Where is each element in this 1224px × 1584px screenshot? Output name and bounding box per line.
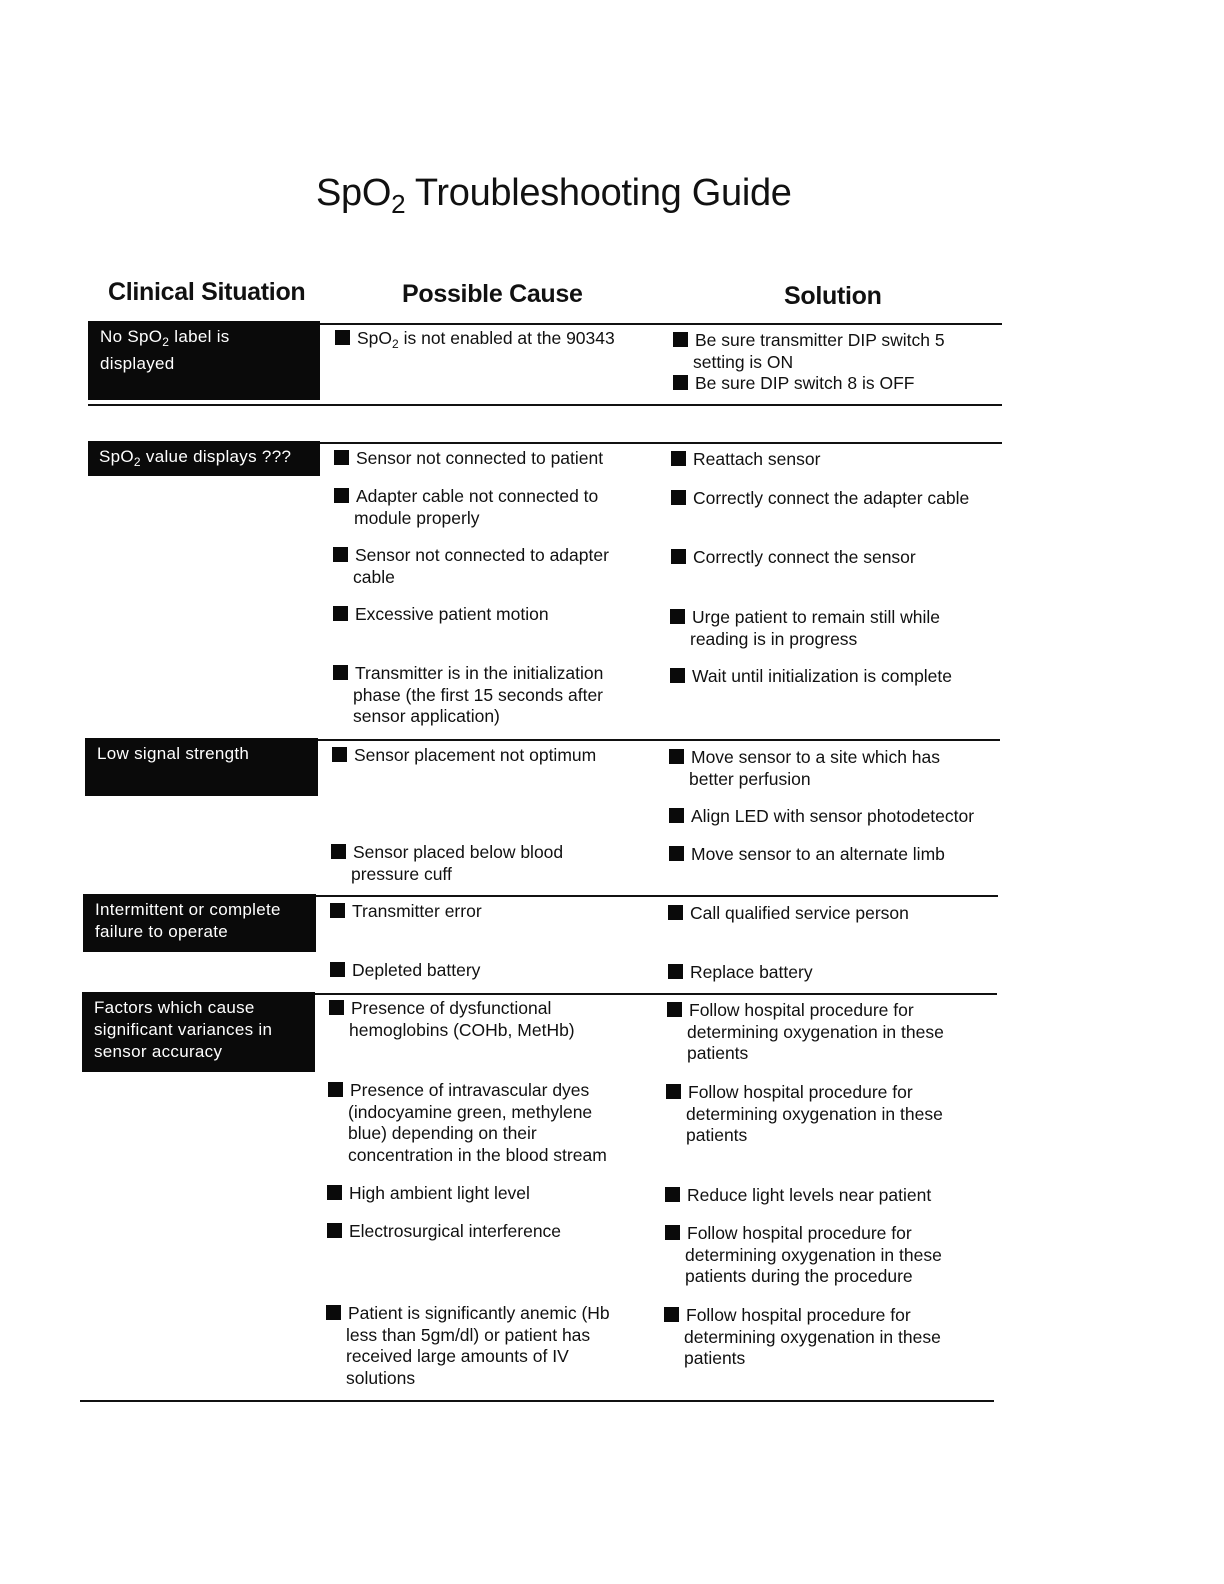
title-rest: Troubleshooting Guide (405, 172, 792, 214)
cause-item (328, 1080, 607, 1166)
solution-item (670, 666, 952, 688)
bullet-icon (326, 1305, 341, 1320)
bullet-icon (669, 846, 684, 861)
solution-line: patients (687, 1043, 749, 1063)
situation-line: Intermittent or complete (95, 900, 281, 919)
solution-line: Follow hospital procedure for (667, 1000, 944, 1022)
cause-line: Sensor placement not optimum (332, 745, 596, 767)
bullet-icon (668, 905, 683, 920)
cause-item (333, 663, 603, 728)
cause-line: (indocyamine green, methylene (348, 1101, 593, 1122)
solution-line: Correctly connect the adapter cable (671, 488, 969, 510)
cause-line: concentration in the blood stream (348, 1144, 607, 1165)
bullet-icon (671, 451, 686, 466)
bullet-icon (671, 549, 686, 564)
situation-no-spo2-label (88, 321, 320, 400)
section-rule (320, 442, 1002, 444)
solution-line: patients (686, 1125, 748, 1145)
cause-line: SpO$_2$ is not enabled at the 90343 (335, 328, 615, 356)
bullet-icon (328, 1082, 343, 1097)
cause-line: Electrosurgical interference (327, 1221, 561, 1243)
bullet-icon (670, 609, 685, 624)
cause-line: Presence of intravascular dyes (328, 1080, 607, 1102)
bullet-icon (329, 1000, 344, 1015)
cause-line: phase (the first 15 seconds after (353, 684, 603, 705)
bullet-icon (669, 749, 684, 764)
bullet-icon (327, 1223, 342, 1238)
page-title (316, 172, 792, 220)
bullet-icon (668, 964, 683, 979)
bullet-icon (331, 844, 346, 859)
solution-line: determining oxygenation in these (684, 1326, 941, 1347)
cause-line: Sensor not connected to adapter (333, 545, 609, 567)
situation-low-signal (85, 738, 318, 796)
bullet-icon (664, 1307, 679, 1322)
solution-line: Correctly connect the sensor (671, 547, 916, 569)
section-rule (318, 739, 1000, 741)
bullet-icon (673, 375, 688, 390)
solution-item (665, 1223, 942, 1288)
solution-line: Be sure DIP switch 8 is OFF (673, 373, 914, 395)
bullet-icon (665, 1225, 680, 1240)
cause-line: pressure cuff (351, 863, 452, 884)
cause-line: received large amounts of IV (346, 1346, 569, 1366)
solution-item (671, 488, 969, 510)
cause-item (326, 1303, 610, 1389)
bullet-icon (335, 330, 350, 345)
solution-line: reading is in progress (690, 628, 858, 649)
cause-line: High ambient light level (327, 1183, 530, 1205)
header-clinical-situation: Clinical Situation (108, 278, 306, 306)
section-rule (320, 323, 1002, 325)
cause-line: module properly (354, 507, 480, 528)
cause-item (331, 842, 563, 885)
situation-line: significant variances in (94, 1020, 273, 1039)
solution-line: Align LED with sensor photodetector (669, 806, 974, 828)
cause-item (327, 1221, 561, 1243)
solution-line: Follow hospital procedure for (664, 1305, 941, 1327)
solution-line: Be sure transmitter DIP switch 5 (673, 330, 945, 352)
cause-line: Presence of dysfunctional (329, 998, 575, 1020)
cause-line: Depleted battery (330, 960, 480, 982)
situation-line: Low signal strength (97, 744, 250, 763)
bullet-icon (671, 490, 686, 505)
solution-line: Follow hospital procedure for (666, 1082, 943, 1104)
solution-item (673, 330, 945, 373)
section-rule (316, 895, 998, 897)
bullet-icon (332, 747, 347, 762)
cause-line: solutions (346, 1367, 416, 1388)
solution-line: Wait until initialization is complete (670, 666, 952, 688)
bullet-icon (333, 665, 348, 680)
situation-accuracy-factors (82, 992, 315, 1072)
solution-item (670, 607, 940, 650)
cause-line: cable (353, 566, 395, 587)
table-bottom-rule (80, 1400, 994, 1402)
cause-item (334, 448, 603, 470)
bullet-icon (669, 808, 684, 823)
situation-line: failure to operate (95, 922, 228, 941)
bullet-icon (330, 962, 345, 977)
solution-line: Move sensor to a site which has (669, 747, 940, 769)
bullet-icon (333, 606, 348, 621)
situation-line: No SpO$_2$ label is (100, 327, 230, 349)
solution-item (664, 1305, 941, 1370)
solution-item (669, 747, 940, 790)
cause-line: hemoglobins (COHb, MetHb) (349, 1019, 575, 1040)
bullet-icon (667, 1002, 682, 1017)
bullet-icon (670, 668, 685, 683)
cause-item (334, 486, 598, 529)
solution-item (668, 962, 813, 984)
solution-item (673, 373, 914, 395)
solution-line: setting is ON (693, 351, 794, 372)
solution-item (669, 844, 945, 866)
bullet-icon (334, 488, 349, 503)
solution-line: Follow hospital procedure for (665, 1223, 942, 1245)
solution-line: patients (684, 1348, 746, 1368)
cause-item (330, 960, 480, 982)
solution-item (669, 806, 974, 828)
cause-line: Excessive patient motion (333, 604, 549, 626)
cause-item (330, 901, 482, 923)
bullet-icon (333, 547, 348, 562)
solution-item (671, 449, 820, 471)
situation-line: Factors which cause (94, 998, 255, 1017)
cause-line: sensor application) (353, 706, 500, 726)
bullet-icon (334, 450, 349, 465)
solution-line: Reduce light levels near patient (665, 1185, 931, 1207)
solution-line: Move sensor to an alternate limb (669, 844, 945, 866)
solution-line: Urge patient to remain still while (670, 607, 940, 629)
solution-item (665, 1185, 931, 1207)
cause-item (332, 745, 596, 767)
bullet-icon (330, 903, 345, 918)
cause-line: Patient is significantly anemic (Hb (326, 1303, 610, 1325)
bullet-icon (665, 1187, 680, 1202)
solution-line: determining oxygenation in these (687, 1021, 944, 1042)
solution-line: determining oxygenation in these (686, 1103, 943, 1124)
situation-spo2-value-displays (88, 441, 320, 476)
solution-item (671, 547, 916, 569)
cause-line: blue) depending on their (348, 1123, 537, 1143)
header-possible-cause: Possible Cause (402, 280, 583, 308)
solution-item (668, 903, 909, 925)
title-subscript: 2 (391, 189, 406, 219)
section-rule (315, 993, 997, 995)
cause-item (333, 545, 609, 588)
solution-item (666, 1082, 943, 1147)
situation-line: displayed (100, 354, 175, 373)
bullet-icon (666, 1084, 681, 1099)
cause-line: Sensor placed below blood (331, 842, 563, 864)
cause-item (329, 998, 575, 1041)
situation-intermittent-failure (83, 894, 316, 952)
cause-line: Transmitter error (330, 901, 482, 923)
bullet-icon (673, 332, 688, 347)
cause-line: less than 5gm/dl) or patient has (346, 1324, 591, 1345)
section-rule (88, 404, 1002, 406)
cause-item (327, 1183, 530, 1205)
situation-line: SpO$_2$ value displays ??? (99, 447, 292, 469)
cause-item (335, 328, 615, 356)
solution-line: Call qualified service person (668, 903, 909, 925)
cause-line: Adapter cable not connected to (334, 486, 598, 508)
bullet-icon (327, 1185, 342, 1200)
solution-item (667, 1000, 944, 1065)
solution-line: determining oxygenation in these (685, 1244, 942, 1265)
cause-item (333, 604, 549, 626)
header-solution: Solution (784, 282, 882, 310)
cause-line: Sensor not connected to patient (334, 448, 603, 470)
solution-line: patients during the procedure (685, 1266, 913, 1286)
solution-line: Replace battery (668, 962, 813, 984)
solution-line: Reattach sensor (671, 449, 820, 471)
cause-line: Transmitter is in the initialization (333, 663, 603, 685)
solution-line: better perfusion (689, 768, 811, 789)
situation-line: sensor accuracy (94, 1042, 223, 1061)
title-prefix: SpO (316, 172, 392, 214)
